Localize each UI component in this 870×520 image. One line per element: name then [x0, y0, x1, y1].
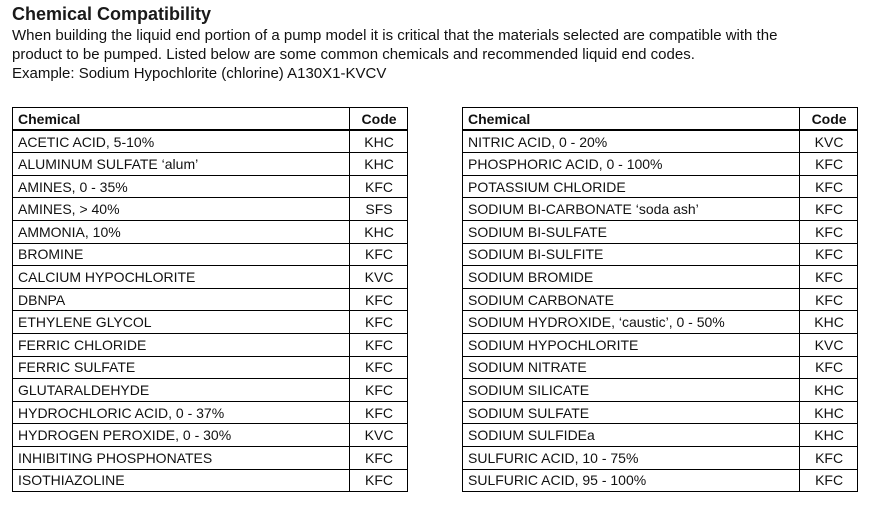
chemical-cell: AMMONIA, 10%: [13, 220, 350, 243]
table-row: [13, 446, 408, 469]
code-cell: KFC: [350, 356, 408, 379]
table-row: [463, 198, 858, 221]
code-cell: KFC: [350, 379, 408, 402]
intro-line: When building the liquid end portion of a pump model it is critical that the materials selected are compatible with the: [12, 27, 778, 44]
table-row: [13, 153, 408, 176]
example-line: Example: Sodium Hypochlorite (chlorine) A130X1-KVCV: [12, 65, 387, 82]
code-cell: KFC: [800, 243, 858, 266]
code-cell: KFC: [800, 175, 858, 198]
code-cell: KFC: [350, 446, 408, 469]
table-row: [463, 130, 858, 153]
chemical-column-header: Chemical: [463, 108, 800, 131]
chemical-cell: HYDROCHLORIC ACID, 0 - 37%: [13, 401, 350, 424]
intro-line: product to be pumped. Listed below are some common chemicals and recommended liquid end codes.: [12, 46, 695, 63]
chemical-cell: BROMINE: [13, 243, 350, 266]
code-cell: KVC: [800, 130, 858, 153]
chemical-cell: POTASSIUM CHLORIDE: [463, 175, 800, 198]
table-row: [463, 446, 858, 469]
code-cell: KFC: [800, 446, 858, 469]
code-cell: KFC: [350, 243, 408, 266]
right-table-body: [463, 130, 858, 492]
table-row: [463, 333, 858, 356]
chemical-cell: PHOSPHORIC ACID, 0 - 100%: [463, 153, 800, 176]
chemical-cell: NITRIC ACID, 0 - 20%: [463, 130, 800, 153]
chemical-cell: ACETIC ACID, 5-10%: [13, 130, 350, 153]
table-row: [463, 175, 858, 198]
table-row: [13, 356, 408, 379]
code-cell: KHC: [350, 220, 408, 243]
table-row: [463, 401, 858, 424]
chemical-cell: SODIUM SILICATE: [463, 379, 800, 402]
chemical-cell: ISOTHIAZOLINE: [13, 469, 350, 492]
table-row: [13, 130, 408, 153]
code-cell: KFC: [800, 153, 858, 176]
code-cell: KFC: [350, 469, 408, 492]
table-row: [13, 266, 408, 289]
table-row: [13, 333, 408, 356]
chemical-cell: INHIBITING PHOSPHONATES: [13, 446, 350, 469]
code-cell: KHC: [800, 311, 858, 334]
table-row: [463, 469, 858, 492]
code-cell: KHC: [800, 379, 858, 402]
table-header-row: [13, 108, 408, 131]
chemical-cell: FERRIC CHLORIDE: [13, 333, 350, 356]
code-column-header: Code: [800, 108, 858, 131]
chemical-cell: HYDROGEN PEROXIDE, 0 - 30%: [13, 424, 350, 447]
code-cell: KFC: [800, 469, 858, 492]
code-cell: KHC: [350, 130, 408, 153]
chemical-cell: SODIUM BI-SULFATE: [463, 220, 800, 243]
table-row: [13, 198, 408, 221]
code-cell: KFC: [350, 401, 408, 424]
chemical-cell: SODIUM HYDROXIDE, ‘caustic’, 0 - 50%: [463, 311, 800, 334]
code-cell: KFC: [800, 356, 858, 379]
table-row: [13, 469, 408, 492]
code-cell: KFC: [350, 175, 408, 198]
table-row: [463, 153, 858, 176]
chemical-column-header: Chemical: [13, 108, 350, 131]
code-cell: KVC: [350, 266, 408, 289]
table-row: [463, 266, 858, 289]
table-row: [463, 356, 858, 379]
table-row: [463, 243, 858, 266]
page-title: Chemical Compatibility: [12, 4, 212, 24]
chemical-cell: SULFURIC ACID, 10 - 75%: [463, 446, 800, 469]
left-table-body: [13, 130, 408, 492]
table-row: [463, 288, 858, 311]
chemical-cell: AMINES, > 40%: [13, 198, 350, 221]
code-cell: KVC: [800, 333, 858, 356]
table-row: [13, 424, 408, 447]
intro-text: [12, 26, 868, 83]
code-cell: SFS: [350, 198, 408, 221]
chemical-cell: SODIUM SULFATE: [463, 401, 800, 424]
code-cell: KFC: [800, 288, 858, 311]
table-row: [13, 379, 408, 402]
chemical-cell: SULFURIC ACID, 95 - 100%: [463, 469, 800, 492]
code-cell: KVC: [350, 424, 408, 447]
code-cell: KFC: [350, 288, 408, 311]
table-row: [463, 220, 858, 243]
chemical-cell: GLUTARALDEHYDE: [13, 379, 350, 402]
code-cell: KFC: [800, 198, 858, 221]
code-cell: KHC: [800, 401, 858, 424]
left-chemical-table: [12, 107, 408, 492]
chemical-cell: DBNPA: [13, 288, 350, 311]
code-cell: KHC: [350, 153, 408, 176]
table-header-row: [463, 108, 858, 131]
code-column-header: Code: [350, 108, 408, 131]
table-row: [13, 175, 408, 198]
chemical-cell: SODIUM HYPOCHLORITE: [463, 333, 800, 356]
chemical-cell: ALUMINUM SULFATE ‘alum’: [13, 153, 350, 176]
table-row: [13, 401, 408, 424]
table-row: [463, 311, 858, 334]
code-cell: KFC: [800, 266, 858, 289]
chemical-cell: ETHYLENE GLYCOL: [13, 311, 350, 334]
table-row: [13, 288, 408, 311]
chemical-cell: FERRIC SULFATE: [13, 356, 350, 379]
table-row: [13, 220, 408, 243]
table-row: [463, 424, 858, 447]
chemical-cell: SODIUM BI-SULFITE: [463, 243, 800, 266]
chemical-cell: SODIUM CARBONATE: [463, 288, 800, 311]
code-cell: KFC: [800, 220, 858, 243]
chemical-cell: SODIUM SULFIDEa: [463, 424, 800, 447]
code-cell: KHC: [800, 424, 858, 447]
chemical-cell: AMINES, 0 - 35%: [13, 175, 350, 198]
table-row: [13, 311, 408, 334]
table-row: [13, 243, 408, 266]
chemical-cell: SODIUM BROMIDE: [463, 266, 800, 289]
chemical-cell: SODIUM NITRATE: [463, 356, 800, 379]
chemical-cell: CALCIUM HYPOCHLORITE: [13, 266, 350, 289]
code-cell: KFC: [350, 333, 408, 356]
code-cell: KFC: [350, 311, 408, 334]
table-row: [463, 379, 858, 402]
chemical-cell: SODIUM BI-CARBONATE ‘soda ash’: [463, 198, 800, 221]
right-chemical-table: [462, 107, 858, 492]
